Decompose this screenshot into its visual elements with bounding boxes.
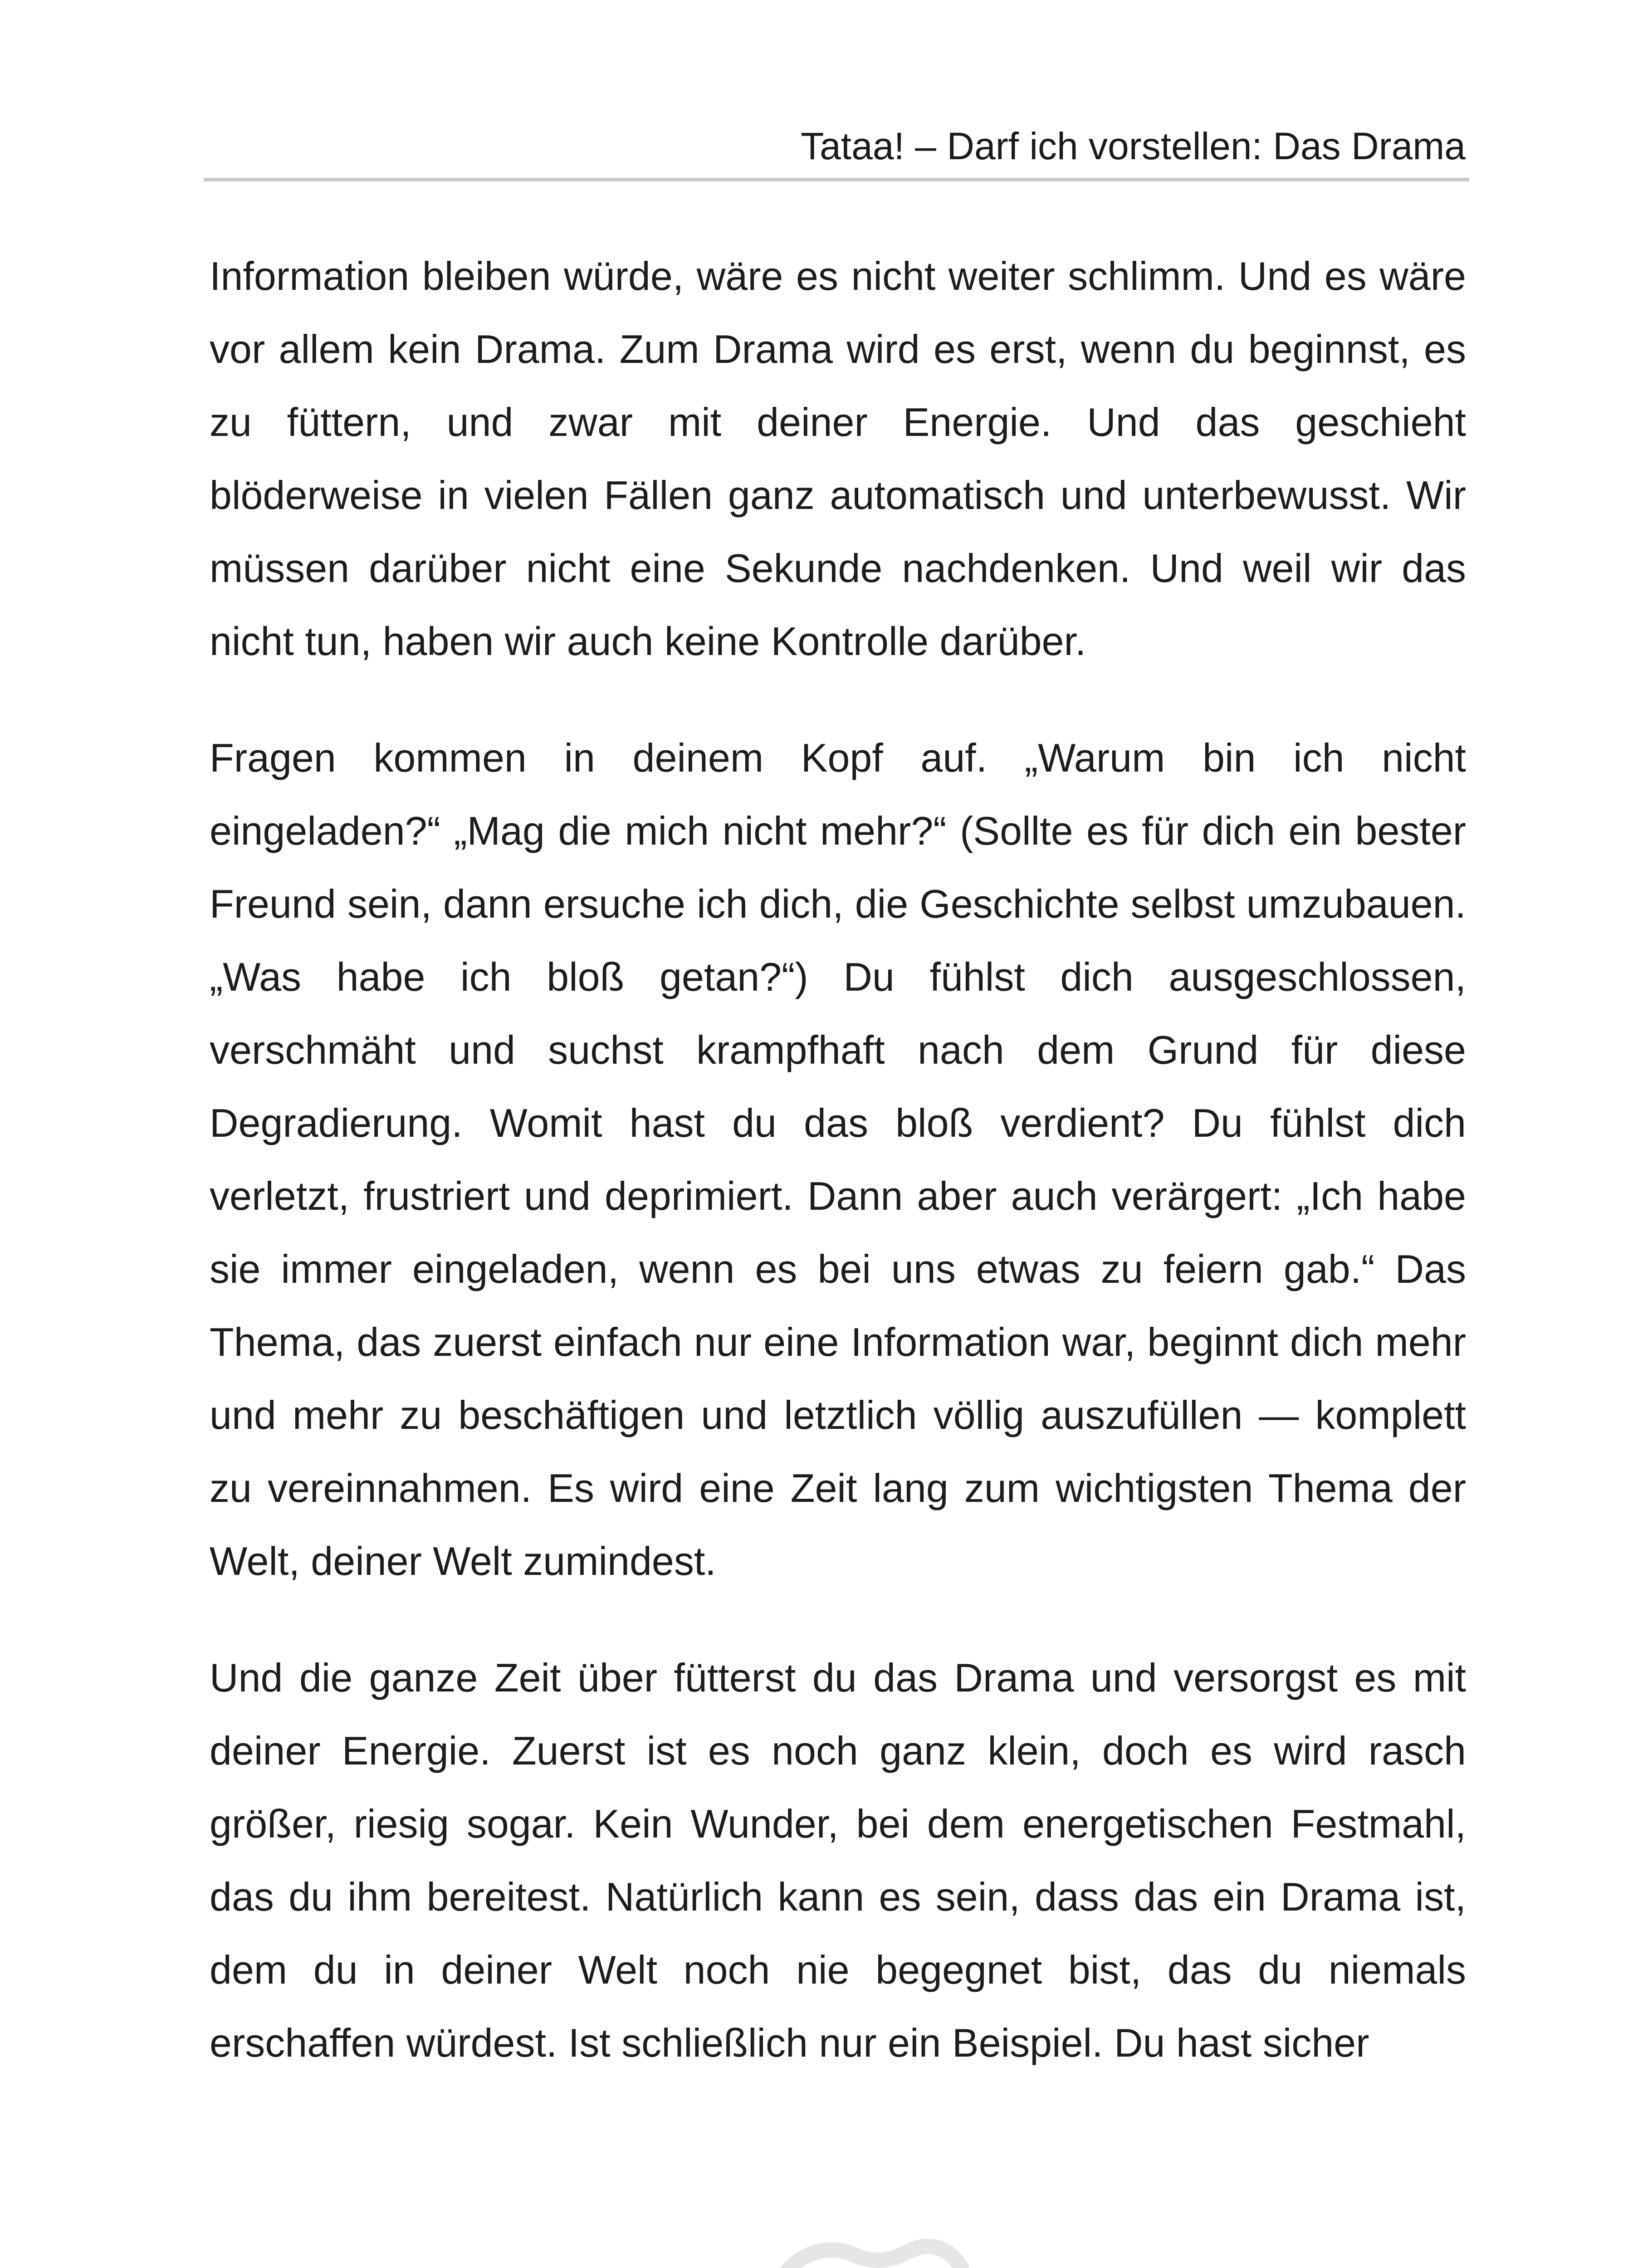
running-header-title: Tataa! – Darf ich vorstellen: Das Drama — [801, 125, 1466, 167]
paragraph-1: Information bleiben würde, wäre es nicht weiter schlimm. Und es wäre vor allem kein Drama. Zum Drama wird es erst, wenn du beginnst, es zu füttern, und zwar mit deiner Energie. Und das geschieht blöderweise in vielen Fällen ganz automatisch und unterbewusst. Wir müssen darüber nicht eine Sekunde nachdenken. Und weil wir das nicht tun, haben wir auch keine Kontrolle darüber. — [210, 254, 1466, 664]
paragraph-3: Und die ganze Zeit über fütterst du das Drama und versorgst es mit deiner Energie. Zuerst ist es noch ganz klein, doch es wird rasch größer, riesig sogar. Kein Wunder, bei dem energetischen Festmahl, das du ihm bereitest. Natürlich kann es sein, dass das ein Drama ist, dem du in deiner Welt noch nie begegnet bist, das du niemals erschaffen würdest. Ist schließlich nur ein Beispiel. Du hast sicher — [210, 1655, 1466, 2065]
tooth-outline-icon — [744, 2204, 980, 2268]
running-header — [204, 118, 1469, 181]
paragraph-2: Fragen kommen in deinem Kopf auf. „Warum bin ich nicht eingeladen?“ „Mag die mich nicht mehr?“ (Sollte es für dich ein bester Freund sein, dann ersuche ich dich, die Geschichte selbst umzubauen. „Was habe ich bloß getan?“) Du fühlst dich ausgeschlossen, verschmäht und suchst krampfhaft nach dem Grund für diese Degradierung. Womit hast du das bloß verdient? Du fühlst dich verletzt, frustriert und deprimiert. Dann aber auch verärgert: „Ich habe sie immer eingeladen, wenn es bei uns etwas zu feiern gab.“ Das Thema, das zuerst einfach nur eine Information war, beginnt dich mehr und mehr zu beschäftigen und letztlich völlig auszufüllen — komplett zu vereinnahmen. Es wird eine Zeit lang zum wichtigsten Thema der Welt, deiner Welt zumindest. — [210, 735, 1466, 1584]
body-text — [210, 240, 1466, 2079]
